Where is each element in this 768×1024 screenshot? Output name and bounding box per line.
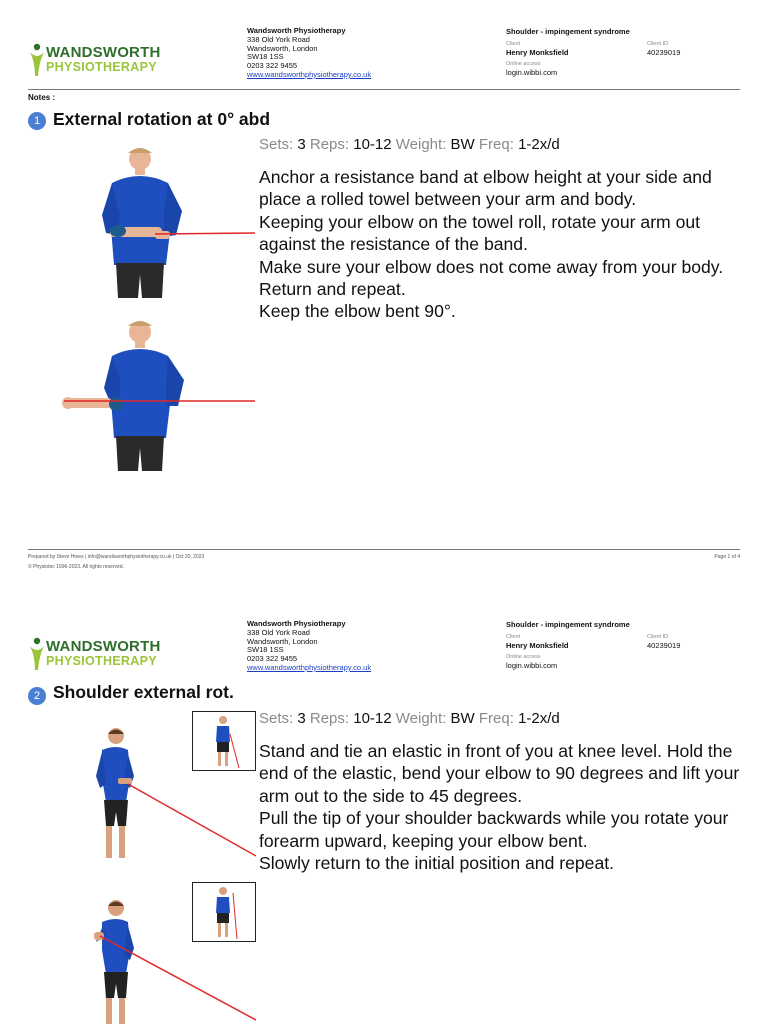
freq-label: Freq: (478, 136, 514, 153)
exercise-title: External rotation at 0° abd (53, 109, 271, 129)
clinic-postcode: SW18 1SS (247, 645, 284, 655)
exercise-number-badge: 2 (28, 687, 46, 705)
instruction-line: Keeping your elbow on the towel roll, rotate your arm out against the resistance of the band. (259, 211, 701, 255)
clinic-address1: 338 Old York Road (247, 627, 310, 637)
clinic-logo (28, 634, 161, 674)
footer-page: Page 1 of 4 (714, 554, 740, 560)
client-id-label: Client ID (647, 41, 669, 47)
freq-value: 1-2x/d (518, 710, 560, 727)
program-info (506, 620, 636, 670)
exercise-thumbnail-figure (193, 712, 255, 770)
exercise-photo-end (60, 318, 255, 473)
clinic-address2: Wandsworth, London (247, 636, 318, 646)
client-label: Client (506, 41, 521, 47)
exercise-title: Shoulder external rot. (53, 682, 234, 702)
client-id: 40239019 (647, 641, 681, 650)
client-id-label: Client ID (647, 634, 669, 640)
client-name: Henry Monksfield (506, 641, 569, 650)
exercise-number-badge: 1 (28, 112, 46, 130)
instruction-line: Make sure your elbow does not come away from your body. (259, 256, 724, 277)
brand-line1: WANDSWORTH (46, 638, 161, 655)
instruction-line: Slowly return to the initial position and repeat. (259, 853, 615, 874)
online-url: login.wibbi.com (506, 68, 558, 77)
sets-label: Sets: (259, 710, 294, 727)
notes-label: Notes : (28, 93, 56, 102)
clinic-phone: 0203 322 9455 (247, 61, 298, 71)
online-url: login.wibbi.com (506, 661, 558, 670)
client-id-block (647, 41, 680, 57)
exercise-thumbnail-figure (193, 883, 255, 941)
program-title: Shoulder - impingement syndrome (506, 27, 630, 36)
freq-label: Freq: (478, 710, 514, 727)
weight-value: BW (450, 710, 475, 727)
footer-prepared: Prepared by Steve Hines | info@wandsworthphysiotherapy.co.uk | Oct 20, 2023 (28, 554, 205, 560)
sets-label: Sets: (259, 136, 294, 153)
sets-value: 3 (297, 136, 306, 153)
reps-value: 10-12 (353, 136, 392, 153)
freq-value: 1-2x/d (518, 136, 560, 153)
program-title: Shoulder - impingement syndrome (506, 620, 630, 629)
exercise-params (259, 710, 560, 727)
reps-label: Reps: (309, 710, 350, 727)
weight-label: Weight: (395, 710, 447, 727)
instruction-line: Keep the elbow bent 90°. (259, 301, 456, 322)
client-label: Client (506, 634, 521, 640)
clinic-website-link[interactable]: www.wandsworthphysiotherapy.co.uk (247, 662, 372, 672)
clinic-website-link[interactable]: www.wandsworthphysiotherapy.co.uk (247, 69, 372, 79)
exercise-description (259, 740, 749, 874)
program-info (506, 27, 636, 77)
person-logo-icon (28, 42, 46, 78)
exercise-params (259, 136, 560, 153)
sets-value: 3 (297, 710, 306, 727)
brand-line2: PHYSIOTHERAPY (46, 60, 157, 74)
instruction-line: Pull the tip of your shoulder backwards while you rotate your forearm upward, keeping your elbow bent. (259, 808, 729, 851)
client-id: 40239019 (647, 48, 681, 57)
instruction-line: Anchor a resistance band at elbow height at your side and place a rolled towel between your arm and body. (259, 167, 712, 210)
weight-label: Weight: (395, 136, 447, 153)
client-name: Henry Monksfield (506, 48, 569, 57)
clinic-info (247, 620, 487, 673)
exercise-thumbnail (192, 711, 256, 771)
footer-copyright: © Physiotec 1996-2023. All rights reserved. (28, 564, 124, 570)
clinic-address1: 338 Old York Road (247, 34, 310, 44)
online-label: Online access (506, 654, 541, 660)
reps-value: 10-12 (353, 710, 392, 727)
instruction-line: Return and repeat. (259, 279, 406, 300)
clinic-postcode: SW18 1SS (247, 52, 284, 62)
brand-line2: PHYSIOTHERAPY (46, 654, 157, 668)
clinic-address2: Wandsworth, London (247, 43, 318, 53)
reps-label: Reps: (309, 136, 350, 153)
clinic-phone: 0203 322 9455 (247, 654, 298, 664)
clinic-logo (28, 40, 161, 80)
clinic-info (247, 27, 487, 80)
exercise-description (259, 166, 749, 323)
footer-divider (28, 549, 740, 550)
client-id-block (647, 634, 680, 650)
brand-line1: WANDSWORTH (46, 44, 161, 61)
person-logo-icon (28, 636, 46, 672)
weight-value: BW (450, 136, 475, 153)
clinic-name: Wandsworth Physiotherapy (247, 26, 346, 35)
online-label: Online access (506, 61, 541, 67)
instruction-line: Stand and tie an elastic in front of you at knee level. Hold the end of the elastic, bend your elbow to 90 degrees and lift your arm out to the side to 45 degrees. (259, 741, 740, 806)
exercise-thumbnail (192, 882, 256, 942)
header-divider (28, 89, 740, 90)
exercise-photo-start (60, 145, 255, 300)
clinic-name: Wandsworth Physiotherapy (247, 619, 346, 628)
